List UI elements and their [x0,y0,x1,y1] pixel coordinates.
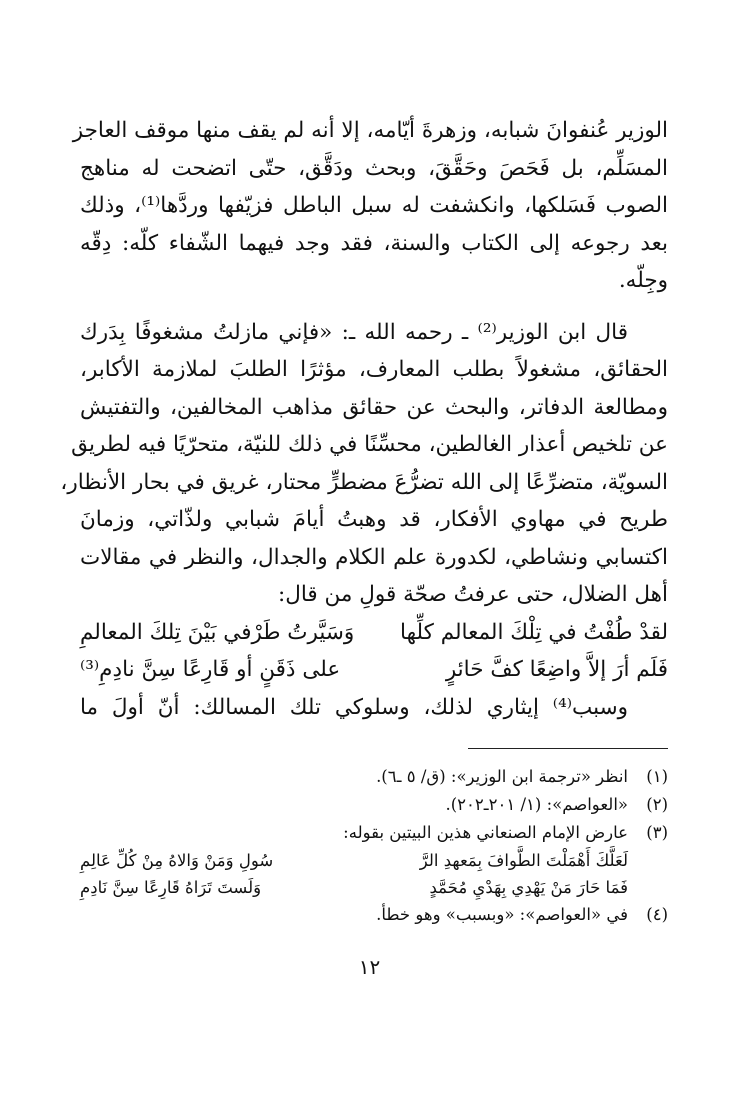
text-line: المسَلِّم، بل فَحَصَ وحَقَّقَ، وبحث ودَقَّق، حتّى اتضحت له مناهج [80,155,668,181]
text-line: الحقائق، مشغولاً بطلب المعارف، مؤثرًا الطلبَ لملازمة الأكابر، [80,357,668,382]
paragraph-3 [80,689,668,727]
text-line: بعد رجوعه إلى الكتاب والسنة، فقد وجد فيهما الشّفاء كلّه: دِقّه [80,230,668,256]
footnote-text: انظر «ترجمة ابن الوزير»: (ق/ ٥ ـ٦). [376,767,628,786]
page-number: ١٢ [358,955,381,979]
verse-hemistich-right: لَعَلَّكَ أَهْمَلْتَ الطَّوافَ بِمَعهدِ الرَّ [419,851,628,870]
verse-hemistich-right: فَلَم أرَ إلاَّ واضِعًا كفَّ حَائرٍ [445,657,668,682]
paragraph-2 [60,314,668,614]
footnote-verse-1 [80,847,668,874]
text-line: الصوب فَسَلكها، وانكشفت له سبل الباطل فزيّفها وردَّها⁽¹⁾، وذلك [80,193,669,218]
footnote-number: (٢) [646,795,668,814]
footnote-text: عارض الإمام الصنعاني هذين البيتين بقوله: [343,823,628,842]
footnote-divider [468,748,668,749]
footnote-verse-2 [80,874,668,901]
footnote-3 [80,819,668,847]
footnote-number: (٤) [646,905,668,924]
text-line: قال ابن الوزير⁽²⁾ ـ رحمه الله ـ: «فإني مازلتُ مشغوفًا بِدَرك [80,319,628,345]
text-line: عن تلخيص أعذار الغالطين، محسِّنًا في ذلك للنيّة، متحرّيًا فيه لطريق [71,432,668,457]
footnote-text: في «العواصم»: «وبسبب» وهو خطأ. [376,905,628,924]
text-line: اكتسابي ونشاطي، لكدورة علم الكلام والجدال، والنظر في مقالات [80,544,668,570]
verse-hemistich-right: فَمَا حَارَ مَنْ يَهْدِي بِهَدْيِ مُحَمَّدٍ [429,878,628,897]
footnotes [80,763,668,929]
footnote-2 [80,791,668,819]
poem-verse-2 [80,651,668,689]
poem-verse-1 [80,614,668,652]
verse-hemistich-left: على ذَقَنٍ أو قَارِعًا سِنَّ نادِمِ⁽³⁾ [80,657,341,682]
footnote-number: (٣) [646,823,668,842]
page-body [60,112,669,929]
footnote-number: (١) [646,767,668,786]
text-line: وسبب⁽⁴⁾ إيثاري لذلك، وسلوكي تلك المسالك: أنّ أولَ ما [80,694,628,720]
text-line: السويّة، متضرِّعًا إلى الله تضرُّعَ مضطرٍّ محتار، غريق في بحار الأنظار، [60,469,668,495]
verse-hemistich-left: وَلَستَ تَرَاهُ قَارِعًا سِنَّ نَادِمِ [80,878,262,897]
text-line: ومطالعة الدفاتر، والبحث عن حقائق مذاهب المخالفين، والتفتيش [80,394,668,420]
footnote-1 [80,763,668,791]
text-line: وجِلّه. [618,268,668,293]
text-line: أهل الضلال، حتى عرفتُ صحّة قولِ من قال: [277,582,668,607]
verse-hemistich-left: سُولِ وَمَنْ وَالاهُ مِنْ كُلِّ عَالِمِ [80,851,274,870]
verse-hemistich-left: وَسَيَّرتُ طَرْفي بَيْنَ تِلكَ المعالمِ [80,619,355,645]
footnote-text: «العواصم»: (١/ ٢٠١ـ٢٠٢). [445,795,628,814]
paragraph-1 [72,112,669,300]
text-line: طريح في مهاوي الأفكار، قد وهبتُ أيامَ شبابي ولذّاتي، وزمانَ [80,507,668,532]
text-line: الوزير عُنفوانَ شبابه، وزهرةَ أيّامه، إلا أنه لم يقف منها موقف العاجز [72,118,668,143]
verse-hemistich-right: لقدْ طُفْتُ في تِلْكَ المعالم كلِّها [400,619,668,645]
footnote-4 [80,901,668,929]
